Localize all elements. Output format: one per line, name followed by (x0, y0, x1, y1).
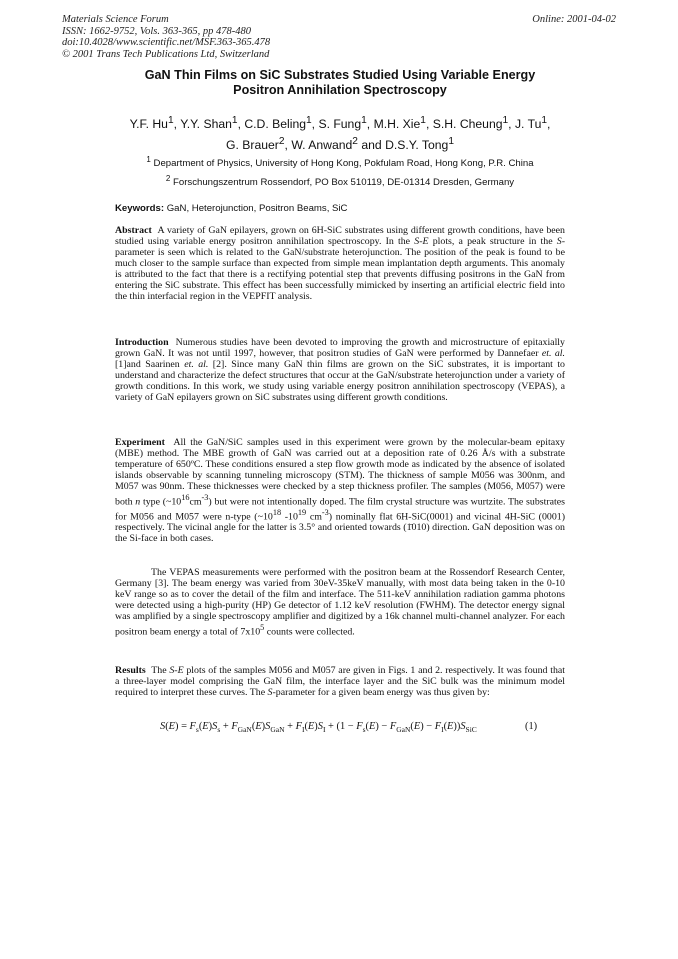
issn-line: ISSN: 1662-9752, Vols. 363-365, pp 478-480 (62, 25, 251, 37)
online-date: Online: 2001-04-02 (532, 14, 616, 25)
equation-number: (1) (525, 721, 538, 732)
author-name: G. Brauer (226, 138, 279, 153)
abstract-label: Abstract (115, 225, 152, 236)
affiliation-2: $^2$ Forschungszentrum Rossendorf, PO Box 510119, DE-01314 Dresden, Germany (165, 174, 515, 189)
author-list: Y.F. Hu$^1$, Y.Y. Shan$^1$, C.D. Beling$^1$, S. Fung$^1$, M.H. Xie$^1$, S.H. Cheung$^1$, J. Tu$^1$, G. Brauer$^2$, W. Anwand$^2$ and D.S.Y. Tong$^1$ (129, 115, 551, 153)
results-label: Results (115, 665, 146, 676)
introduction-paragraph: Introduction Numerous studies have been devoted to improving the growth and microstructure of epitaxially grown GaN. It was not until 1997, however, that positron studies of GaN were performed by Dannefaer et. al.[1]and Saarinen et. al. [2]. Since many GaN thin films are grown on the SiC substrates, it is important to understand and characterize the defect structures that occur at the GaN/substrate heterojunction under a variety of growth conditions. In this work, we study using variable energy positron annihilation spectroscopy (VEPAS), a variety of GaN epilayers grown on SiC substrates using different growth conditions. (115, 337, 566, 403)
keywords (115, 203, 347, 214)
author-affiliation-mark: 1 (231, 115, 238, 126)
keywords-label: Keywords: (115, 203, 165, 214)
journal-name: Materials Science Forum (62, 14, 169, 25)
author-name: C.D. Beling (244, 117, 306, 132)
results-paragraph: Results The S-E plots of the samples M056 and M057 are given in Figs. 1 and 2. respectively. It was found that a three-layer model comprising the GaN film, the interface layer and the SiC bulk was the minimum model required to interpret these curves. The S-parameter for a given beam energy was thus given by: (115, 665, 566, 698)
author-name: S.H. Cheung (432, 117, 503, 132)
experiment-paragraph-2: The VEPAS measurements were performed with the positron beam at the Rossendorf Research Center, Germany [3]. The beam energy was varied from 30eV-35keV manually, with most data being taken in the 0-10 keV range so as to cover the detail of the film and interface. The 511-keV annihilation radiation gamma photons were detected using a high-purity (HP) Ge detector of 1.12 keV resolution (FWHM). The detector energy signal was amplified by a single spectroscopy amplifier and digitized by a 16k channel multi-channel analyzer. For each positron beam energy a total of $7x10^5$ counts were collected. (115, 567, 565, 638)
author-affiliation-mark: 1 (361, 115, 367, 126)
author-affiliation-mark: 1 (502, 115, 509, 126)
affiliations (90, 152, 590, 190)
equation-1: $S(E) = F_s(E)S_s + F_{GaN}(E)S_{GaN} + F_I(E)S_I + (1 - F_s(E) - F_{GaN}(E) - F_I(E))S_{SiC}$ (160, 721, 477, 735)
copyright-line: © 2001 Trans Tech Publications Ltd, Switzerland (62, 48, 270, 60)
author-affiliation-mark: 1 (306, 115, 312, 126)
journal-header (62, 14, 270, 60)
title-line-1: GaN Thin Films on SiC Substrates Studied Using Variable Energy (144, 68, 536, 82)
author-name: W. Anwand (291, 138, 353, 153)
affiliation-1: $^1$ Department of Physics, University of Hong Kong, Pokfulam Road, Hong Kong, P.R. China (146, 155, 534, 170)
author-affiliation-mark: 1 (541, 115, 548, 126)
abstract-paragraph: Abstract A variety of GaN epilayers, grown on 6H-SiC substrates using different growth conditions, have been studied using variable energy positron annihilation spectroscopy. In the S-E plots, a peak structure in the S-parameter is seen which is related to the GaN/substrate heterojunction. The position of the peak is found to be much closer to the sample surface than expected from simple mean implantation depth arguments. This anomaly is attributed to the fact that there is a rectifying potential step that prevents diffusing positrons in the GaN from entering the SiC substrate. This effect has been successfully mimicked by inserting an artificial electric field into the thin interfacial region in the VEPFIT analysis. (115, 225, 565, 302)
author-name: Y.Y. Shan (180, 117, 232, 132)
author-name: Y.F. Hu (129, 117, 168, 132)
author-affiliation-mark: 1 (167, 115, 174, 126)
author-affiliation-mark: 1 (448, 136, 454, 148)
author-name: M.H. Xie (373, 117, 421, 132)
experiment-label: Experiment (115, 437, 165, 448)
title-line-2: Positron Annihilation Spectroscopy (233, 83, 447, 97)
author-affiliation-mark: 1 (420, 115, 426, 126)
keywords-text: GaN, Heterojunction, Positron Beams, SiC (166, 203, 348, 214)
introduction-label: Introduction (115, 337, 169, 348)
author-name: J. Tu (514, 117, 542, 132)
author-affiliation-mark: 2 (278, 136, 285, 148)
doi-line: doi:10.4028/www.scientific.net/MSF.363-365.478 (62, 37, 271, 49)
author-name: S. Fung (318, 117, 362, 132)
experiment-paragraph: Experiment All the GaN/SiC samples used in this experiment were grown by the molecular-beam epitaxy (MBE) method. The MBE growth of GaN was carried out at a deposition rate of 0.26 Å/s with a substrate temperature of 650ºC. These conditions ensured a step flow growth mode as indicated by the absence of isolated islands observable by scanning tunneling microscopy (STM). The thickness of sample M056 was 300nm, and M057 was 90nm. These thicknesses were checked by a step thickness profiler. The samples (M056, M057) were both n type $(\sim 10^{16}cm^{-3})$ but were not intentionally doped. The film crystal structure was wurtzite. The substrates for M056 and M057 were n-type ($\sim 10^{18}$ $-10^{19}$ $cm^{-3}$) nominally flat 6H-SiC(0001) and vicinal 4H-SiC (0001) respectively. The vicinal angle for the latter is 3.5° and oriented towards (1̄010) direction. GaN deposition was on the Si-face in both cases. (115, 437, 565, 545)
author-affiliation-mark: 2 (352, 136, 358, 148)
author-name: D.S.Y. Tong (385, 138, 449, 153)
paper-title (90, 68, 590, 98)
